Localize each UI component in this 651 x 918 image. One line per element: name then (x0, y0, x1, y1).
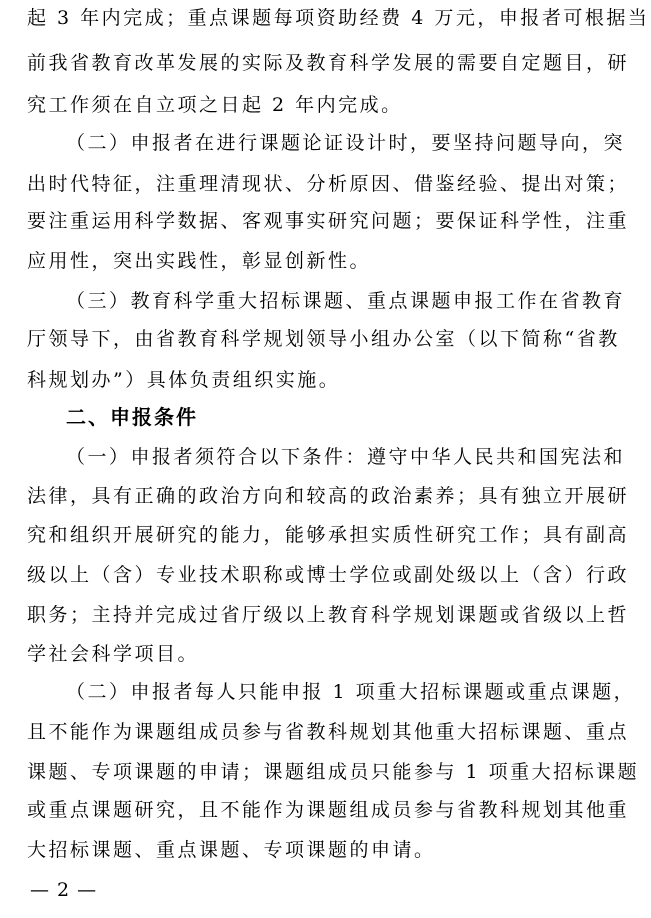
text-line: 应用性，突出实践性，彰显创新性。 (27, 250, 372, 272)
text-line: 级以上（含）专业技术职称或博士学位或副处级以上（含）行政 (27, 564, 630, 586)
text-line: 法律，具有正确的政治方向和较高的政治素养；具有独立开展研 (27, 485, 630, 507)
text-line: 前我省教育改革发展的实际及教育科学发展的需要自定题目，研 (27, 52, 630, 74)
text-line: 厅领导下，由省教育科学规划领导小组办公室（以下简称“省教 (27, 328, 620, 350)
text-line: 课题、专项课题的申请；课题组成员只能参与 1 项重大招标课题 (27, 761, 640, 783)
paragraph-start-line: （三）教育科学重大招标课题、重点课题申报工作在省教育 (66, 290, 626, 312)
text-line: 究工作须在自立项之日起 2 年内完成。 (27, 94, 403, 116)
text-line: 且不能作为课题组成员参与省教科规划其他重大招标课题、重点 (27, 721, 630, 743)
paragraph-start-line: （一）申报者须符合以下条件：遵守中华人民共和国宪法和 (66, 446, 626, 468)
page-number: — 2 — (30, 879, 98, 901)
text-line: 职务；主持并完成过省厅级以上教育科学规划课题或省级以上哲 (27, 604, 630, 626)
section-heading: 二、申报条件 (66, 405, 198, 429)
text-line: 究和组织开展研究的能力，能够承担实质性研究工作；具有副高 (27, 524, 630, 546)
paragraph-start-line: （二）申报者在进行课题论证设计时，要坚持问题导向，突 (66, 132, 626, 154)
paragraph-start-line: （二）申报者每人只能申报 1 项重大招标课题或重点课题， (66, 681, 636, 703)
text-line: 或重点课题研究，且不能作为课题组成员参与省教科规划其他重 (27, 799, 630, 821)
text-line: 科规划办”）具体负责组织实施。 (27, 369, 341, 391)
text-line: 起 3 年内完成；重点课题每项资助经费 4 万元，申报者可根据当 (27, 7, 650, 29)
text-line: 要注重运用科学数据、客观事实研究问题；要保证科学性，注重 (27, 210, 630, 232)
text-line: 学社会科学项目。 (27, 643, 200, 665)
text-line: 出时代特征，注重理清现状、分析原因、借鉴经验、提出对策； (27, 173, 630, 195)
text-line: 大招标课题、重点课题、专项课题的申请。 (27, 839, 436, 861)
